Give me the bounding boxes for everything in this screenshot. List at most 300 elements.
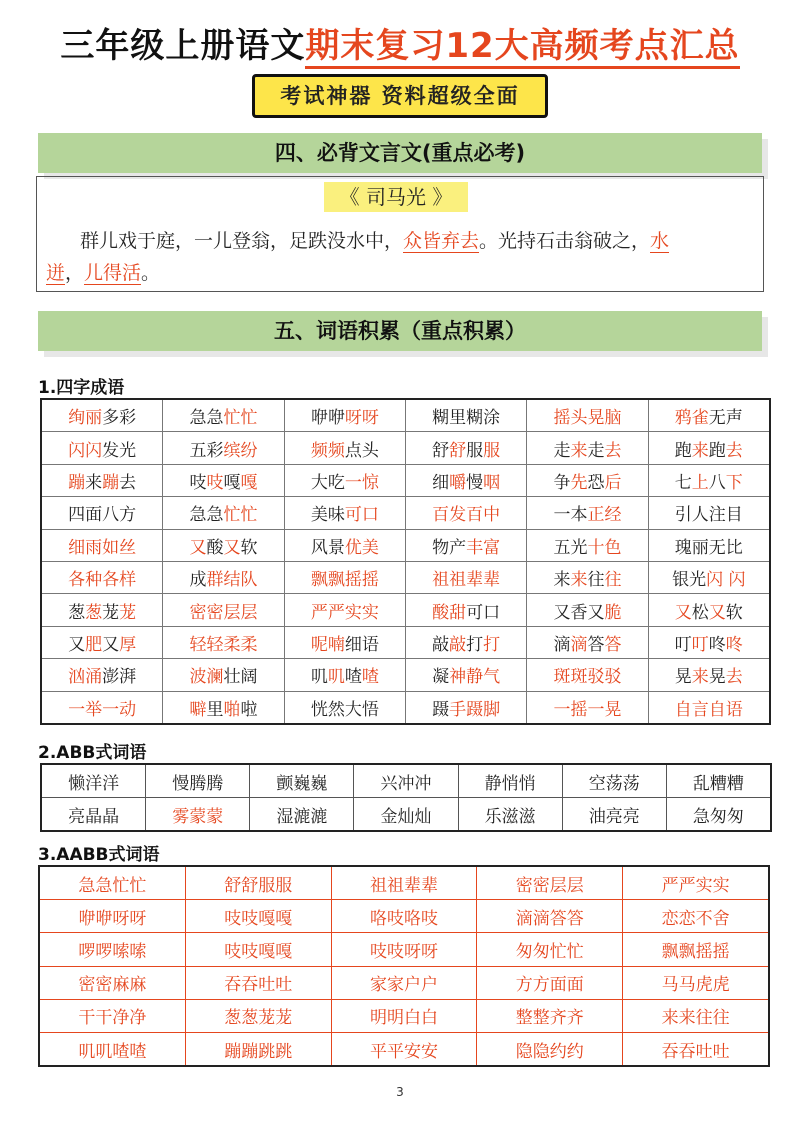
word-char: 又 [68,634,86,655]
word-char: 答 [587,634,605,655]
word-char: 吱 [224,908,242,929]
word-char: 去 [604,440,622,461]
word-char: 忙 [549,941,567,962]
word-char: 来 [570,440,588,461]
word-char: 四 [68,505,86,526]
word-char: 呀 [420,941,438,962]
word-char: 面 [85,505,103,526]
word-char: 来 [691,667,709,688]
word-cell [458,798,562,832]
word-cell [331,933,477,966]
word-cell [250,764,354,798]
word-cell [185,933,331,966]
word-cell [623,966,769,999]
word-char: 干 [95,1008,113,1029]
word-cell [648,529,770,561]
word-char: 闪 [728,570,746,591]
word-char: 滴 [532,908,550,929]
word-char: 闪 [85,440,103,461]
word-char: 惊 [361,472,379,493]
table-row [41,798,771,832]
word-char: 闪 [68,440,86,461]
word-char: 松 [691,602,709,623]
word-char: 香 [570,602,588,623]
word-char: 成 [189,570,207,591]
word-char: 荡 [605,773,623,794]
word-char: 脑 [604,408,622,429]
word-cell [163,691,284,724]
word-char: 蹦 [68,472,86,493]
word-char: 洋 [102,773,120,794]
word-char: 悟 [361,699,379,720]
word-char: 无 [708,408,726,429]
word-cell [41,529,163,561]
word-char: 波 [189,667,207,688]
word-char: 嗦 [112,941,130,962]
word-cell [527,464,648,496]
word-char: 严 [661,875,679,896]
word-char: 急 [189,505,207,526]
word-char: 恐 [587,472,605,493]
word-char: 吞 [661,1041,679,1062]
word-char: 飘 [678,941,696,962]
word-char: 轻 [189,634,207,655]
word-cell [163,626,284,658]
abb-word-table [40,763,772,832]
word-cell [163,529,284,561]
word-char: 里 [449,408,467,429]
word-char: 语 [725,699,743,720]
word-cell [623,900,769,933]
word-cell [477,933,623,966]
word-char: 湃 [119,667,137,688]
word-char: 又 [189,537,207,558]
word-char: 嗦 [129,941,147,962]
word-char: 乐 [484,806,502,827]
word-cell [562,798,666,832]
word-char: 彩 [206,440,224,461]
word-char: 糟 [726,773,744,794]
word-char: 静 [484,773,502,794]
word-char: 澎 [102,667,120,688]
word-char: 神 [449,667,467,688]
word-char: 茏 [102,602,120,623]
word-char: 往 [604,570,622,591]
word-char: 种 [85,570,103,591]
word-cell [250,798,354,832]
word-char: 走 [587,440,605,461]
word-cell [477,866,623,900]
word-char: 吐 [695,1041,713,1062]
word-char: 服 [466,440,484,461]
word-cell [331,900,477,933]
word-char: 巍 [293,773,311,794]
table-row [39,933,769,966]
word-cell [39,966,185,999]
word-char: 层 [223,602,241,623]
word-char: 恍 [310,699,328,720]
word-char: 去 [725,440,743,461]
word-char: 葱 [85,602,103,623]
word-char: 巍 [310,773,328,794]
word-char: 喳 [129,1041,147,1062]
word-cell [284,691,405,724]
word-char: 约 [549,1041,567,1062]
word-char: 舍 [712,908,730,929]
word-char: 美 [310,505,328,526]
word-char: 引 [674,505,692,526]
word-char: 缤 [223,440,241,461]
word-cell [185,900,331,933]
word-char: 舒 [432,440,450,461]
word-char: 喳 [361,667,379,688]
word-char: 头 [361,440,379,461]
word-char: 飘 [310,570,328,591]
word-char: 嘎 [240,472,258,493]
word-char: 白 [403,1008,421,1029]
word-char: 言 [691,699,709,720]
word-char: 正 [587,505,605,526]
word-char: 急 [206,505,224,526]
word-cell [163,561,284,593]
word-char: 点 [344,440,362,461]
word-char: 户 [403,975,421,996]
word-char: 空 [588,773,606,794]
word-char: 景 [327,537,345,558]
section-five-header: 五、词语积累（重点积累） [38,311,762,351]
word-cell [623,933,769,966]
word-cell [405,529,526,561]
word-char: 可 [344,505,362,526]
word-char: 语 [361,634,379,655]
word-cell [405,659,526,691]
word-char: 实 [344,602,362,623]
table-row [39,900,769,933]
word-cell [331,966,477,999]
word-char: 跑 [674,440,692,461]
word-char: 涌 [85,667,103,688]
word-cell [185,966,331,999]
word-char: 雨 [85,537,103,558]
word-char: 又 [674,602,692,623]
word-char: 隐 [532,1041,550,1062]
word-cell [331,999,477,1032]
word-char: 面 [566,975,584,996]
word-char: 漉 [293,806,311,827]
word-char: 葱 [224,1008,242,1029]
word-char: 安 [420,1041,438,1062]
word-char: 去 [119,472,137,493]
word-char: 糊 [432,408,450,429]
word-char: 吐 [275,975,293,996]
word-char: 频 [310,440,328,461]
word-char: 摇 [695,941,713,962]
word-char: 发 [449,505,467,526]
word-cell [284,626,405,658]
word-char: 来 [85,472,103,493]
word-char: 一 [587,699,605,720]
word-char: 亮 [605,806,623,827]
word-char: 滋 [501,806,519,827]
word-cell [331,1032,477,1066]
word-char: 蹑 [466,699,484,720]
word-char: 叽 [310,667,328,688]
four-char-heading: 1.四字成语 [38,378,125,398]
word-char: 急 [78,875,96,896]
word-char: 马 [661,975,679,996]
word-char: 经 [604,505,622,526]
word-char: 发 [102,440,120,461]
word-char: 优 [344,537,362,558]
word-char: 整 [532,1008,550,1029]
word-char: 舒 [449,440,467,461]
word-char: 茏 [275,1008,293,1029]
word-char: 匆 [726,806,744,827]
word-char: 丽 [85,408,103,429]
word-char: 吱 [241,941,259,962]
word-cell [163,399,284,432]
poem-text: 群儿戏于庭，一儿登翁，足跌没水中， [80,230,404,252]
word-char: 悄 [518,773,536,794]
word-char: 实 [361,602,379,623]
word-char: 结 [223,570,241,591]
word-char: 虎 [712,975,730,996]
word-char: 绚 [68,408,86,429]
word-char: 肥 [85,634,103,655]
word-char: 一 [102,699,120,720]
word-cell [527,399,648,432]
word-cell [527,659,648,691]
word-cell [623,1032,769,1066]
word-char: 丰 [466,537,484,558]
word-char: 光 [119,440,137,461]
word-char: 马 [678,975,696,996]
word-cell [648,594,770,626]
word-char: 呀 [361,408,379,429]
poem-key-phrase: 儿得活 [84,262,142,284]
word-char: 吱 [241,908,259,929]
word-char: 敲 [449,634,467,655]
word-char: 物 [432,537,450,558]
word-char: 产 [449,537,467,558]
word-char: 壮 [223,667,241,688]
word-char: 十 [587,537,605,558]
word-char: 咯 [403,908,421,929]
word-char: 叽 [327,667,345,688]
table-row [41,764,771,798]
word-char: 脚 [483,699,501,720]
word-char: 祖 [449,570,467,591]
word-cell [405,497,526,529]
word-char: 服 [275,875,293,896]
word-char: 湿 [276,806,294,827]
word-char: 软 [725,602,743,623]
aabb-heading: 3.AABB式词语 [38,845,160,865]
word-char: 吱 [369,941,387,962]
table-row [41,432,770,464]
word-char: 色 [604,537,622,558]
word-cell [146,764,250,798]
word-char: 安 [403,1041,421,1062]
word-char: 麻 [112,975,130,996]
word-char: 啰 [95,941,113,962]
word-char: 吐 [258,975,276,996]
table-row [41,594,770,626]
word-char: 又 [708,602,726,623]
word-char: 密 [206,602,224,623]
word-cell [477,999,623,1032]
word-cell [41,691,163,724]
word-char: 如 [102,537,120,558]
word-char: 喃 [327,634,345,655]
page-number: 3 [396,1085,404,1099]
word-char: 约 [566,1041,584,1062]
word-cell [623,866,769,900]
word-cell [648,497,770,529]
word-char: 样 [119,570,137,591]
word-char: 忙 [240,505,258,526]
word-char: 各 [68,570,86,591]
word-cell [163,464,284,496]
word-char: 摇 [553,408,571,429]
word-cell [354,798,458,832]
word-cell [163,432,284,464]
table-row [41,399,770,432]
word-char: 急 [189,408,207,429]
word-cell [527,497,648,529]
word-char: 咿 [78,908,96,929]
word-cell [39,866,185,900]
word-char: 队 [240,570,258,591]
word-char: 喳 [344,667,362,688]
word-char: 辈 [420,875,438,896]
table-row [39,1032,769,1066]
word-char: 晃 [604,699,622,720]
word-char: 涂 [483,408,501,429]
poem-text: ， [65,262,85,284]
word-cell [477,1032,623,1066]
word-char: 呀 [344,408,362,429]
word-char: 静 [466,667,484,688]
word-cell [284,594,405,626]
word-char: 群 [206,570,224,591]
word-cell [458,764,562,798]
word-char: 先 [570,472,588,493]
word-char: 滴 [553,634,571,655]
word-cell [41,464,163,496]
word-char: 亮 [622,806,640,827]
word-char: 吐 [712,1041,730,1062]
word-cell [527,432,648,464]
word-char: 灿 [397,806,415,827]
word-cell [41,626,163,658]
word-char: 五 [189,440,207,461]
word-char: 摇 [344,570,362,591]
table-row [41,529,770,561]
word-char: 呀 [129,908,147,929]
word-char: 洋 [85,773,103,794]
poem-line-1 [80,226,669,253]
word-cell [41,399,163,432]
word-char: 茏 [258,1008,276,1029]
word-char: 一 [553,699,571,720]
word-cell [185,999,331,1032]
word-char: 一 [553,505,571,526]
word-char: 自 [708,699,726,720]
word-char: 中 [483,505,501,526]
word-char: 闪 [706,570,724,591]
word-char: 可 [466,602,484,623]
word-cell [41,497,163,529]
word-char: 懒 [68,773,86,794]
word-char: 严 [678,875,696,896]
word-char: 恋 [678,908,696,929]
word-char: 摇 [361,570,379,591]
word-char: 注 [708,505,726,526]
word-char: 跳 [275,1041,293,1062]
word-cell [41,798,146,832]
word-char: 斑 [553,667,571,688]
word-char: 上 [691,472,709,493]
word-char: 急 [692,806,710,827]
word-char: 恋 [661,908,679,929]
word-char: 汹 [68,667,86,688]
word-char: 啦 [240,699,258,720]
poem-title: 《 司马光 》 [324,182,468,212]
word-char: 不 [695,908,713,929]
word-char: 白 [420,1008,438,1029]
word-char: 八 [708,472,726,493]
word-char: 跑 [708,440,726,461]
word-char: 平 [386,1041,404,1062]
word-char: 吱 [189,472,207,493]
word-char: 嘎 [258,941,276,962]
word-char: 服 [258,875,276,896]
word-char: 叽 [78,1041,96,1062]
word-cell [284,497,405,529]
word-char: 嘎 [258,908,276,929]
word-cell [648,464,770,496]
word-char: 又 [223,537,241,558]
poem-key-phrase: 众皆弃去 [403,230,480,252]
word-char: 吱 [420,908,438,929]
table-row [39,999,769,1032]
word-cell [648,691,770,724]
word-char: 嘎 [275,908,293,929]
word-char: 齐 [549,1008,567,1029]
word-char: 冲 [397,773,415,794]
word-char: 糊 [466,408,484,429]
word-char: 呢 [310,634,328,655]
word-char: 忙 [566,941,584,962]
word-char: 目 [725,505,743,526]
word-char: 悄 [501,773,519,794]
table-row [41,464,770,496]
word-char: 答 [604,634,622,655]
word-char: 实 [695,875,713,896]
word-char: 晃 [708,667,726,688]
word-char: 丽 [691,537,709,558]
word-char: 吱 [386,908,404,929]
word-cell [284,659,405,691]
word-cell [284,464,405,496]
word-char: 油 [588,806,606,827]
word-char: 匆 [532,941,550,962]
word-cell [284,399,405,432]
word-cell [405,594,526,626]
aabb-word-table [38,865,770,1067]
word-cell [405,691,526,724]
